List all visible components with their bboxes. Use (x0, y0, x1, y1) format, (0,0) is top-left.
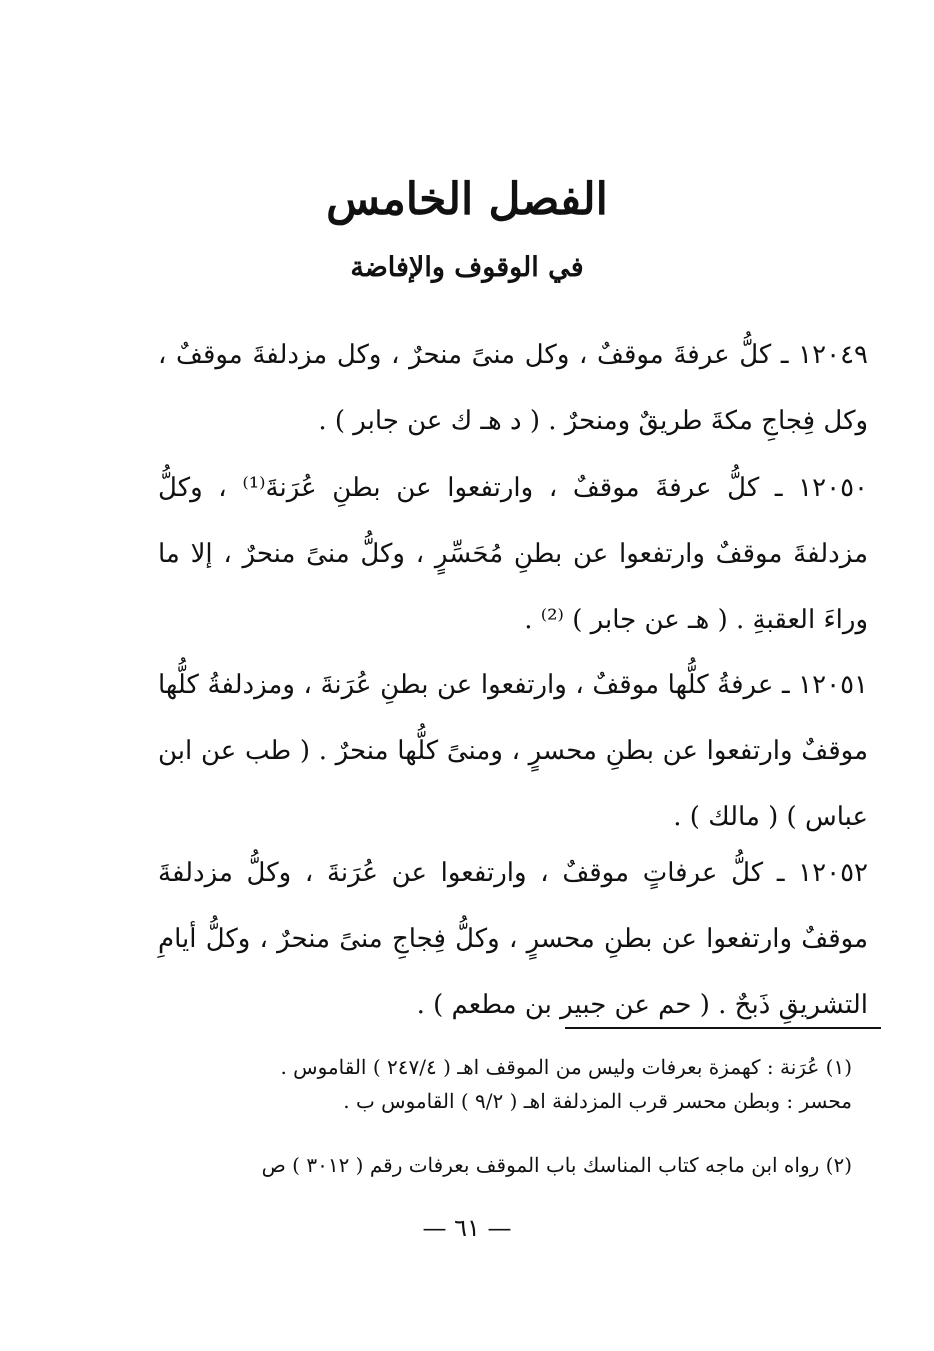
hadith-12050: ١٢٠٥٠ ـ كلُّ عرفةَ موقفٌ ، وارتفعوا عن بطنِ عُرَنةَ⁽¹⁾ ، وكلُّ مزدلفةَ موقفٌ وارتفعوا عن بطنِ مُحَسِّرٍ ، وكلُّ منىً منحرٌ ، إلا ما وراءَ العقبةِ . ( هـ عن جابر ) ⁽²⁾ . (158, 473, 868, 635)
hadith-12052: ١٢٠٥٢ ـ كلُّ عرفاتٍ موقفٌ ، وارتفعوا عن عُرَنةَ ، وكلُّ مزدلفةَ موقفٌ وارتفعوا عن بطنِ محسرٍ ، وكلُّ فِجاجِ منىً منحرٌ ، وكلُّ أيامِ التشريقِ ذَبحٌ . ( حم عن جبير بن مطعم ) . (158, 858, 868, 1020)
chapter-title: الفصل الخامس (326, 174, 608, 225)
hadith-12051: ١٢٠٥١ ـ عرفةُ كلُّها موقفٌ ، وارتفعوا عن بطنِ عُرَنةَ ، ومزدلفةُ كلُّها موقفٌ وارتفعوا عن بطنِ محسرٍ ، ومنىً كلُّها منحرٌ . ( طب عن ابن عباس ) ( مالك ) . (158, 670, 868, 832)
page-number: — ٦١ — (422, 1214, 512, 1242)
chapter-subtitle: في الوقوف والإفاضة (350, 252, 584, 283)
footnote-2-line-1: (٢) رواه ابن ماجه كتاب المناسك باب الموقف بعرفات رقم ( ٣٠١٢ ) ص (261, 1153, 852, 1177)
footnote-1-line-2: محسر : وبطن محسر قرب المزدلفة اهـ ( ٩/٢ ) القاموس ب . (343, 1089, 852, 1113)
hadith-12049: ١٢٠٤٩ ـ كلُّ عرفةَ موقفٌ ، وكل منىً منحرٌ ، وكل مزدلفةَ موقفٌ ، وكل فِجاجِ مكةَ طريقٌ ومنحرٌ . ( د هـ ك عن جابر ) . (158, 340, 868, 436)
footnote-1-line-1: (١) عُرَنة : كهمزة بعرفات وليس من الموقف اهـ ( ٢٤٧/٤ ) القاموس . (280, 1055, 852, 1079)
footnote-separator (565, 1027, 881, 1029)
footnote-1 (172, 1050, 852, 1118)
footnote-2 (172, 1148, 852, 1182)
